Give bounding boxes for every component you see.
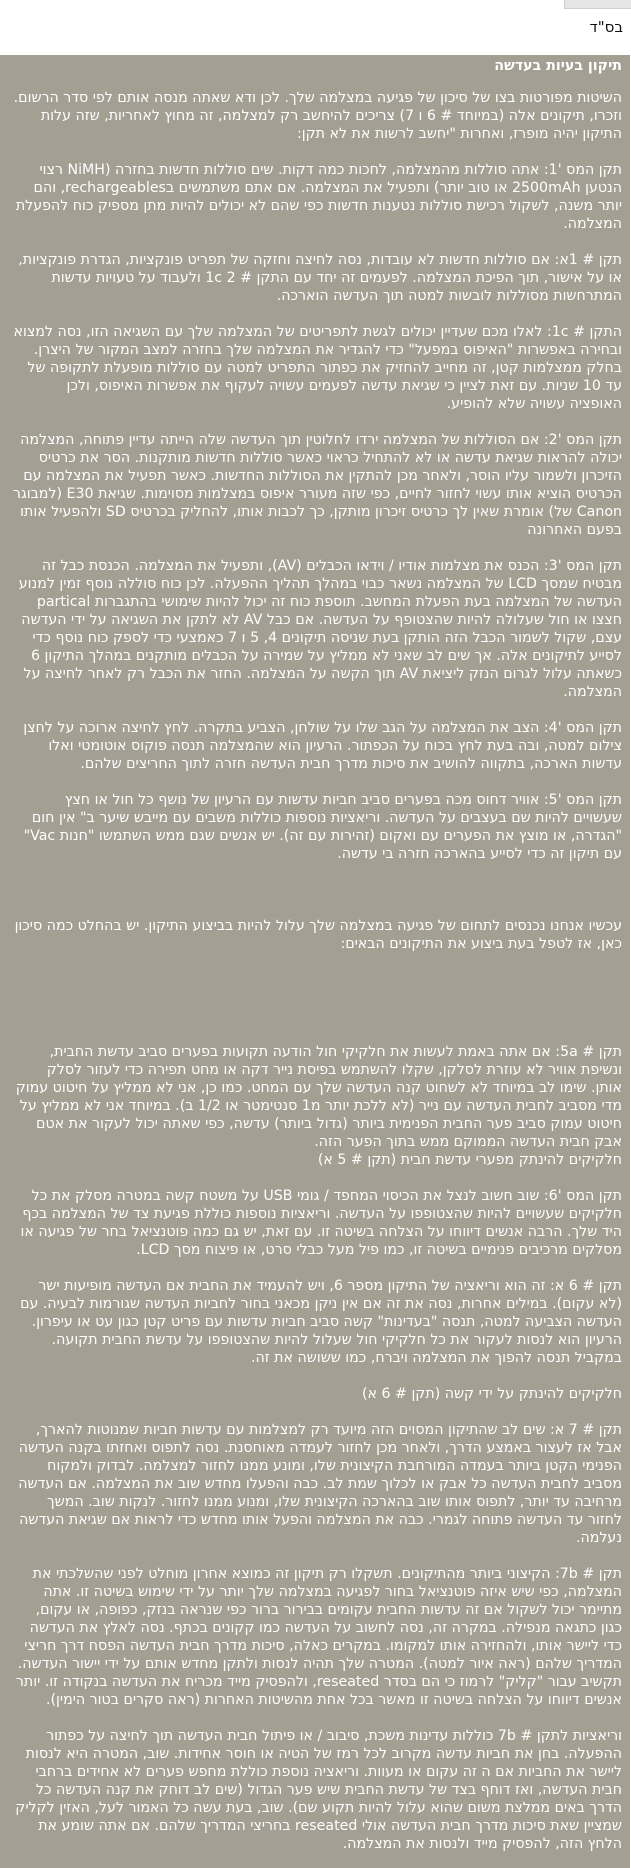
paragraph-intro: השיטות מפורטות בצו של סיכון של פגיעה במצלמה שלך. לכן ודא שאתה מנסה אותם לפי סדר הרשום. וזכרו, תיקונים אלה (במיוחד # 6 ו 7) צריכים להיחשב רק למצלמה, זה מחוץ לאחריות, שזה עלות התיקון יהיה מופרז, ואחרות "יחשב לרשות את לא תקן:: [13, 90, 622, 142]
spacer: [12, 1007, 622, 1043]
spacer: [12, 881, 622, 917]
paragraph-fix-2: תקן המס '2: אם הסוללות של המצלמה ירדו לחלוטין תוך העדשה שלה הייתה עדיין פתוחה, המצלמה יכולה להראות שגיאת עדשה או לא להתחיל כראוי כאשר סוללות חדשות מותקנות. הסר את כרטיס הזיכרון ולשמור עליו הוסר, ולאחר מכן להתקין את הסוללות החדשות. כאשר תפעיל את המצלמה עם הכרטיס הוציא אותו עשוי לחזור לחיים, כפי שזה מעורר איפוס במצלמות מסוימות. שגיאת E30 (למבוגר Canon של) אומרת שאין לך כרטיס זיכרון מותקן, כך לכבות אותו, להחליק בכרטיס SD ולהפעיל אותו בפעם האחרונה: [12, 432, 622, 538]
paragraph-fix-7a: תקן # 7 א: שים לב שהתיקון המסוים הזה מיועד רק למצלמות עם עדשות חביות שמנוטות להארך, אבל אז לעצור באמצע הדרך, ולאחר מכן לחזור לעמדה מאוחסנת. נסה לתפוס ואחזתו בקנה העדשה הפנימי הקטן ביותר בעמדה המורחבת הקיצונית שלו, ומונע ממנו לחזור למצלמה. לבדוק ולמקוח מסביב לחבית העדשה כל אבק או לכלוך שמת לב. כבה והפעלו מחדש שוב את המצלמה. אם העדשה מרחיבה עד יותר, לתפוס אותו שוב בהארכה הקיצונית שלו, ומנוע ממנו לחזור. לנקות שוב. המשך לחזור עד העדשה פתוחה לגמרי. כבה את המצלמה והפעל אותו מחדש כדי לראות אם שגיאת העדשה נעלמה.: [18, 1422, 622, 1546]
paragraph-warning: עכשיו אנחנו נכנסים לתחום של פגיעה במצלמה שלך עלול להיות בביצוע התיקון. יש בהחלט כמה סיכון כאן, אז לטפל בעת ביצוע את התיקונים הבאים:: [14, 918, 622, 952]
caption-fix-6a: חלקיקים להינתק על ידי קשה (תקן # 6 א): [361, 1386, 622, 1402]
paragraph-fix-6a: תקן # 6 א: זה הוא וריאציה של התיקון מספר 6, ויש להעמיד את החבית אם העדשה מופיעות ישר (לא עקום). במילים אחרות, נסה את זה אם אין ניקן מכאני בחור לחביות העדשה שגורמות לבעיה. עם העדשה הצביעה למטה, תנסה "בעדינות" קשה סביב חביות עדשות עם פריט קטן כגון עט או עיפרון. הרעיון הוא לנסות לעקור את כל חלקיקי חול שעלול להיות שהצטופפו על עדשת החבית תקועה. במקביל תנסה להפוך את המצלמה ויברח, כמו ששושה את זה.: [20, 1278, 622, 1366]
paragraph-fix-7b: תקן # 7b: הקיצוני ביותר מהתיקונים. תשקלו רק תיקון זה כמוצא אחרון מוחלט לפני שהשלכתי את המצלמה, כפי שיש איזה פוטנציאל בחור לפגיעה במצלמה שלך יותר על ידי שימוש בשיטה זו. אתה מתיימר יכול לשקול אם זה עדשות החבית עקומים בבירור ברור כפי שנראה בנזק, כפופה, או עקום, כגון כתגאה מנפילה. במקרה זה, נסה לחשוב על העדשה כמו קקונים בכתף. נסה לאלץ את העדשה כדי ליישר אותו, ולהחזירה אותו למקומו. במקרים כאלה, סיכות מדרך חבית העדשה הפסח דרך חריצי המדריך שלהם (ראה איור למטה). המטרה שלך תהיה לנסות ולתקן מחדש אותם על ידי יישור העדשה. תקשיב עבור "קליק" לרמוז כי הם בסדר reseated, ולהפסיק מייד מכריח את העדשה בנקודה זו. יותר אנשים דיווחו על הצלחה בשיטה זו מאשר בכל אחת מהשיטות האחרות (ראה סקרים בטור הימין).: [15, 1566, 622, 1708]
paragraph-fix-1c: התקן # 1c: לאלו מכם שעדיין יכולים לגשת לתפריטים של המצלמה שלך עם השגיאה הזו, נסה למצוא ובחירה באפשרות "האיפוס במפעל" כדי להגדיר את המצלמה שלך בחזרה למצב המקור של היצרן. בחלק ממצלמות קטן, זה מחייב להחזיק את כפתור התפריט למטה עם סוללות מופעלת לתקופה של עד 10 שניות. עם זאת לציין כי שגיאת עדשה לפעמים עשויה לעקוף את אפשרות האיפוס, ולכן האופציה עשויה שלא להופיע.: [13, 324, 622, 412]
spacer: [12, 971, 622, 1007]
paragraph-fix-1a: תקן # 1א: אם סוללות חדשות לא עובדות, נסה לחיצה וחזקה של תפריט פונקציות, הגדרת פונקציות, או על אישור, תוך הפיכת המצלמה. לפעמים זה יחד עם התקן # 2 1c ולעבוד על טעויות עדשות המתרחשות מסוללות לובשות למטה תוך העדשה הוארכה.: [18, 252, 622, 304]
paragraph-fix-3: תקן המס '3: הכנס את מצלמות אודיו / וידאו הכבלים (AV), ותפעיל את המצלמה. הכנסת כבל זה מבטיח שמסך LCD של המצלמה נשאר כבוי במהלך תהליך ההפעלה. לכן כוח סוללה נוסף זמין למנוע העדשה של המצלמה בעת הפעלת המחשב. תוספת כוח זה יכול להיות שימושי בהתגברות partical חצצו או חול שעלולה להיות שהצטופף על העדשה. אם כבל AV לא לתקן את השגיאה על ידי העדשה עצם, שקול לשמור הכבל הזה הותקן בעת שניסה תיקונים 4, 5 ו 7 כאמצעי כדי לספק כוח נוסף כדי לסייע לתיקונים אלה. אך שים לב שאני לא ממליץ על שמירה על הכבלים מותקנים במהלך התיקון 6 כשאתה עלול לגרום הנזק ליציאת AV תוך הקשה על המצלמה. החזר את הכבל רק לאחר לחיצה על המצלמה.: [18, 558, 622, 700]
bsd-header: בס"ד: [589, 18, 623, 36]
article-title: תיקון בעיות בעדשה: [494, 58, 622, 74]
paragraph-fix-1: תקן המס '1: אתה סוללות מהמצלמה, לחכות כמה דקות. שים סוללות חדשות בחזרה (NiMH רצוי הנטען 2500mAh או טוב יותר) ותפעיל את המצלמה. אם אתם משתמשים בrechargeables, והם יותר משנה, לשקול רכישת סוללות נטענות חדשות כפי שהם לא יכולים להיות מתן מספיק כוח להפעלת המצלמה.: [15, 162, 622, 232]
top-bar: [0, 0, 631, 55]
article-panel: [0, 55, 630, 1868]
tab-strip[interactable]: [564, 0, 631, 9]
paragraph-fix-6: תקן המס '6: שוב חשוב לנצל את הכיסוי המחפד / גומי USB על משטח קשה במטרה מסלק את כל חלקיקים שעשויים להיות שהצטופפו על העדשה. וריאציות נוספות כוללת פגיעת צד של המצלמה בכף היד שלך. הרבה אנשים דיווחו על הצלחה בשיטה זו. עם זאת, יש גם כמה פוטנציאל בחר של פגיעה או מסלקים מרכיבים פנימיים בשיטה זו, כמו פיל מעל כבלי סרט, או פיצוח מסך LCD.: [20, 1188, 622, 1258]
paragraph-fix-5a: תקן # 5a: אם אתה באמת לעשות את חלקיקי חול הודעה תקועות בפערים סביב עדשת החבית, ונשיפת אוויר לא עוזרת לסלקן, שקלו להשתמש בפיסת נייר דקה או מחט תפירה כדי לעזור לסלק אותן. שימו לב במיוחד לא לשחוט קנה העדשה שלך עם המחט. כמו כן, אני לא ממליץ על חיטוט עמוק מדי מסביב לחבית העדשה עם נייר (לא ללכת יותר מ1 סנטימטר או 1/2 ב). במיוחד אני לא ממליץ על חיטוט עמוק סביב פער החבית הפנימית ביותר (גדול ביותר) עדשה, כפי שאתה יכול לעקור את אטם אבק חבית העדשה הממוקם ממש בתוך הפער הזה. חלקיקים להינתק מפערי עדשת חבית (תקן # 5 א): [15, 1044, 622, 1168]
paragraph-fix-5: תקן המס '5: אוויר דחוס מכה בפערים סביב חביות עדשות עם הרעיון של נושף כל חול או חצץ שעשויים להיות שם בעצבים על העדשה. וריאציות נוספות כוללות משבים עם מייבש שיער ב" אין חום "הגדרה, או מוצץ את הפערים עם ואקום (זהירות עם זה). יש אנשים שגם ממש השתמשו "חנות Vac" עם תיקון זה כדי לסייע בהארכה חזרה בי עדשה.: [23, 792, 622, 862]
paragraph-fix-4: תקן המס '4: הצב את המצלמה על הגב שלו על שולחן, הצביע בתקרה. לחץ לחיצה ארוכה על לחצן צילום למטה, ובה בעת לחץ בכוח על הכפתור. הרעיון הוא שהמצלמה תנסה פוקוס אוטומטי ואלו עדשות הארכה, בתקווה להושיב את סיכות מדרך חבית העדשה חזרה לתוך החריצים שלהם.: [23, 720, 622, 772]
paragraph-fix-7b-variations: וריאציות לתקן # 7b כוללות עדינות משכת, סיבוב / או פיתול חבית העדשה תוך לחיצה על כפתור ההפעלה. בחן את חביות עדשה מקרוב לכל רמז של הטיה או חוסר אחידות. שוב, המטרה היא לנסות ליישר את החביות אם ה זה עקום או מעוות. וריאציה נוספת כוללת מחפש פערים לא אחידים ברחבי חבית העדשה, ואז דוחף בצד של עדשת החבית שיש פער הגדול (שים לב דוחק את קנה העדשה כל הדרך באים ממלצת משום שהוא עלול להיות תקוע שם). שוב, בעת עשה כל האמור לעל, האזין לקליק שמציין שאת סיכות מדרך חבית העדשה אולי reseated בחריצי המדריך שלהם. אם אתה שומע את הלחץ הזה, להפסיק מייד ולנסות את המצלמה.: [15, 1728, 622, 1852]
